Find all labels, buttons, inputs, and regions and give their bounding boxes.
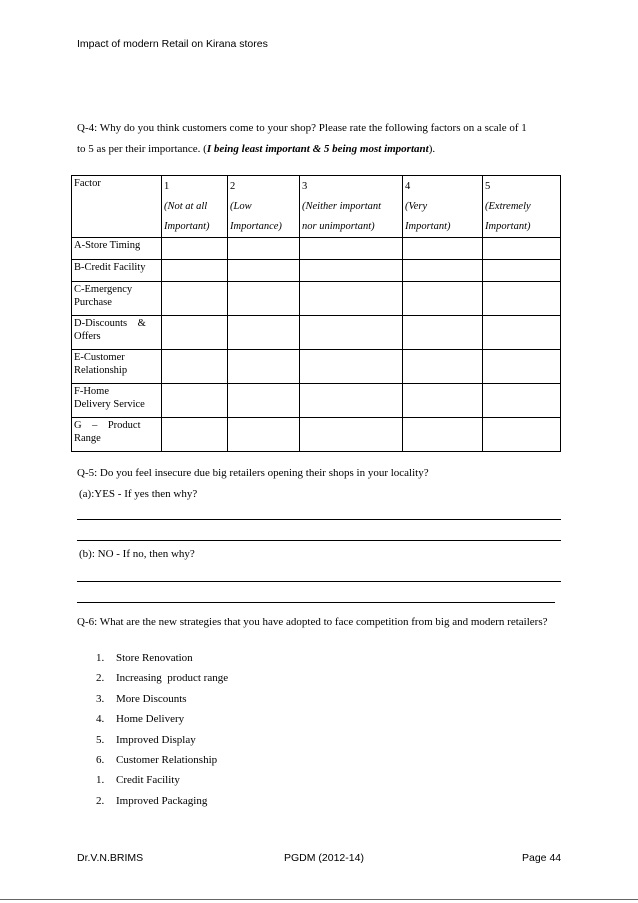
- rating-cell[interactable]: [483, 384, 561, 418]
- list-number: 2.: [96, 672, 105, 685]
- answer-line[interactable]: [77, 519, 561, 520]
- scale-num: 1: [164, 181, 170, 192]
- list-item: [96, 671, 228, 691]
- scale-desc: Important): [405, 221, 451, 232]
- list-label: Improved Display: [116, 733, 196, 746]
- list-number: 2.: [96, 794, 105, 807]
- rating-cell[interactable]: [300, 238, 403, 260]
- question-4-line-2: [77, 142, 435, 156]
- factor-cell: [72, 384, 162, 418]
- list-label: Home Delivery: [116, 713, 185, 726]
- rating-cell[interactable]: [228, 260, 300, 282]
- factor-label: G – Product: [74, 420, 141, 431]
- factor-label: C-Emergency: [74, 284, 133, 295]
- scale-col-3: [300, 176, 403, 238]
- footer-institute: Dr.V.N.BRIMS: [77, 852, 144, 864]
- rating-cell[interactable]: [300, 350, 403, 384]
- strategy-list: [96, 651, 228, 814]
- rating-cell[interactable]: [300, 260, 403, 282]
- scale-col-5: [483, 176, 561, 238]
- rating-cell[interactable]: [300, 384, 403, 418]
- factor-cell: [72, 418, 162, 452]
- list-item: [96, 753, 228, 773]
- table-row: [72, 418, 561, 452]
- list-number: 4.: [96, 713, 105, 726]
- rating-cell[interactable]: [403, 418, 483, 452]
- scale-desc: (Very: [405, 201, 428, 212]
- scale-desc: Important): [485, 221, 531, 232]
- q4-prefix: to 5 as per their importance. (: [77, 143, 207, 155]
- list-label: Store Renovation: [116, 652, 193, 664]
- q4-suffix: ).: [428, 143, 436, 155]
- scale-col-4: [403, 176, 483, 238]
- rating-cell[interactable]: [300, 316, 403, 350]
- table-row: [72, 316, 561, 350]
- question-6: Q-6: What are the new strategies that you have adopted to face competition from big and modern retailers?: [77, 616, 548, 628]
- rating-cell[interactable]: [228, 418, 300, 452]
- rating-cell[interactable]: [483, 350, 561, 384]
- rating-cell[interactable]: [228, 316, 300, 350]
- list-label: Increasing product range: [116, 672, 229, 685]
- table-row: [72, 260, 561, 282]
- list-number: 6.: [96, 753, 105, 766]
- rating-table-header: [72, 176, 561, 238]
- rating-cell[interactable]: [300, 418, 403, 452]
- scale-num: 4: [405, 181, 411, 192]
- rating-cell[interactable]: [403, 384, 483, 418]
- rating-cell[interactable]: [228, 238, 300, 260]
- question-5-yes-option: (a):YES - If yes then why?: [79, 488, 198, 500]
- footer-rule: [0, 899, 638, 900]
- factor-label: A-Store Timing: [74, 240, 141, 251]
- rating-cell[interactable]: [228, 350, 300, 384]
- factor-cell: [72, 316, 162, 350]
- q4-scale-note: I being least important & 5 being most important: [206, 143, 429, 155]
- rating-cell[interactable]: [403, 350, 483, 384]
- rating-cell[interactable]: [228, 384, 300, 418]
- footer-program: PGDM (2012-14): [284, 852, 364, 864]
- factor-label-cont: Relationship: [74, 365, 128, 376]
- list-number: 1.: [96, 652, 105, 664]
- list-item: [96, 712, 228, 732]
- rating-cell[interactable]: [162, 282, 228, 316]
- rating-cell[interactable]: [483, 238, 561, 260]
- factor-label-cont: Delivery Service: [74, 399, 145, 410]
- list-item: [96, 692, 228, 712]
- rating-cell[interactable]: [403, 238, 483, 260]
- factor-label: B-Credit Facility: [74, 262, 146, 273]
- question-4-line-1: Q-4: Why do you think customers come to your shop? Please rate the following factors on a scale of 1: [77, 122, 527, 134]
- rating-cell[interactable]: [162, 418, 228, 452]
- question-5: Q-5: Do you feel insecure due big retailers opening their shops in your locality?: [77, 467, 429, 479]
- factor-label-cont: Offers: [74, 331, 101, 342]
- answer-line[interactable]: [77, 581, 561, 582]
- rating-cell[interactable]: [483, 282, 561, 316]
- factor-label: D-Discounts &: [74, 318, 146, 329]
- rating-cell[interactable]: [300, 282, 403, 316]
- scale-num: 2: [230, 181, 236, 192]
- rating-cell[interactable]: [483, 316, 561, 350]
- running-header: Impact of modern Retail on Kirana stores: [77, 38, 268, 50]
- factor-cell: [72, 350, 162, 384]
- list-item: [96, 733, 228, 753]
- rating-cell[interactable]: [403, 260, 483, 282]
- table-row: [72, 350, 561, 384]
- rating-cell[interactable]: [483, 418, 561, 452]
- scale-num: 3: [302, 181, 308, 192]
- table-row: [72, 238, 561, 260]
- table-row: [72, 282, 561, 316]
- answer-line[interactable]: [77, 540, 561, 541]
- rating-cell[interactable]: [162, 260, 228, 282]
- rating-table: [71, 175, 561, 452]
- rating-cell[interactable]: [162, 238, 228, 260]
- list-number: 5.: [96, 733, 105, 746]
- list-item: [96, 794, 228, 814]
- rating-cell[interactable]: [162, 384, 228, 418]
- rating-cell[interactable]: [162, 316, 228, 350]
- factor-cell: [72, 282, 162, 316]
- list-label: Customer Relationship: [116, 753, 218, 766]
- factor-label: E-Customer: [74, 352, 125, 363]
- list-label: Credit Facility: [116, 774, 180, 787]
- scale-num: 5: [485, 181, 491, 192]
- list-number: 3.: [96, 692, 105, 705]
- factor-label-cont: Purchase: [74, 297, 112, 308]
- rating-cell[interactable]: [228, 282, 300, 316]
- factor-label-cont: Range: [74, 433, 101, 444]
- list-number: 1.: [96, 774, 105, 787]
- rating-cell[interactable]: [483, 260, 561, 282]
- list-item: [96, 651, 228, 671]
- scale-desc: Important): [164, 221, 210, 232]
- list-label: More Discounts: [116, 692, 187, 705]
- factor-label: F-Home: [74, 386, 109, 397]
- scale-desc: (Extremely: [485, 201, 531, 212]
- list-label: Improved Packaging: [116, 794, 208, 807]
- answer-line[interactable]: [77, 602, 555, 603]
- rating-cell[interactable]: [162, 350, 228, 384]
- factor-cell: [72, 238, 162, 260]
- scale-col-2: [228, 176, 300, 238]
- factor-cell: [72, 260, 162, 282]
- rating-cell[interactable]: [403, 282, 483, 316]
- scale-desc: Importance): [230, 221, 282, 232]
- footer-page-number: Page 44: [522, 852, 562, 864]
- scale-desc: (Not at all: [164, 201, 208, 212]
- scale-desc: nor unimportant): [302, 221, 375, 232]
- rating-cell[interactable]: [403, 316, 483, 350]
- scale-desc: (Low: [230, 201, 252, 212]
- table-row: [72, 384, 561, 418]
- scale-col-1: [162, 176, 228, 238]
- scale-desc: (Neither important: [302, 201, 382, 212]
- factor-header: Factor: [72, 176, 162, 238]
- list-item: [96, 773, 228, 793]
- question-5-no-option: (b): NO - If no, then why?: [79, 548, 195, 560]
